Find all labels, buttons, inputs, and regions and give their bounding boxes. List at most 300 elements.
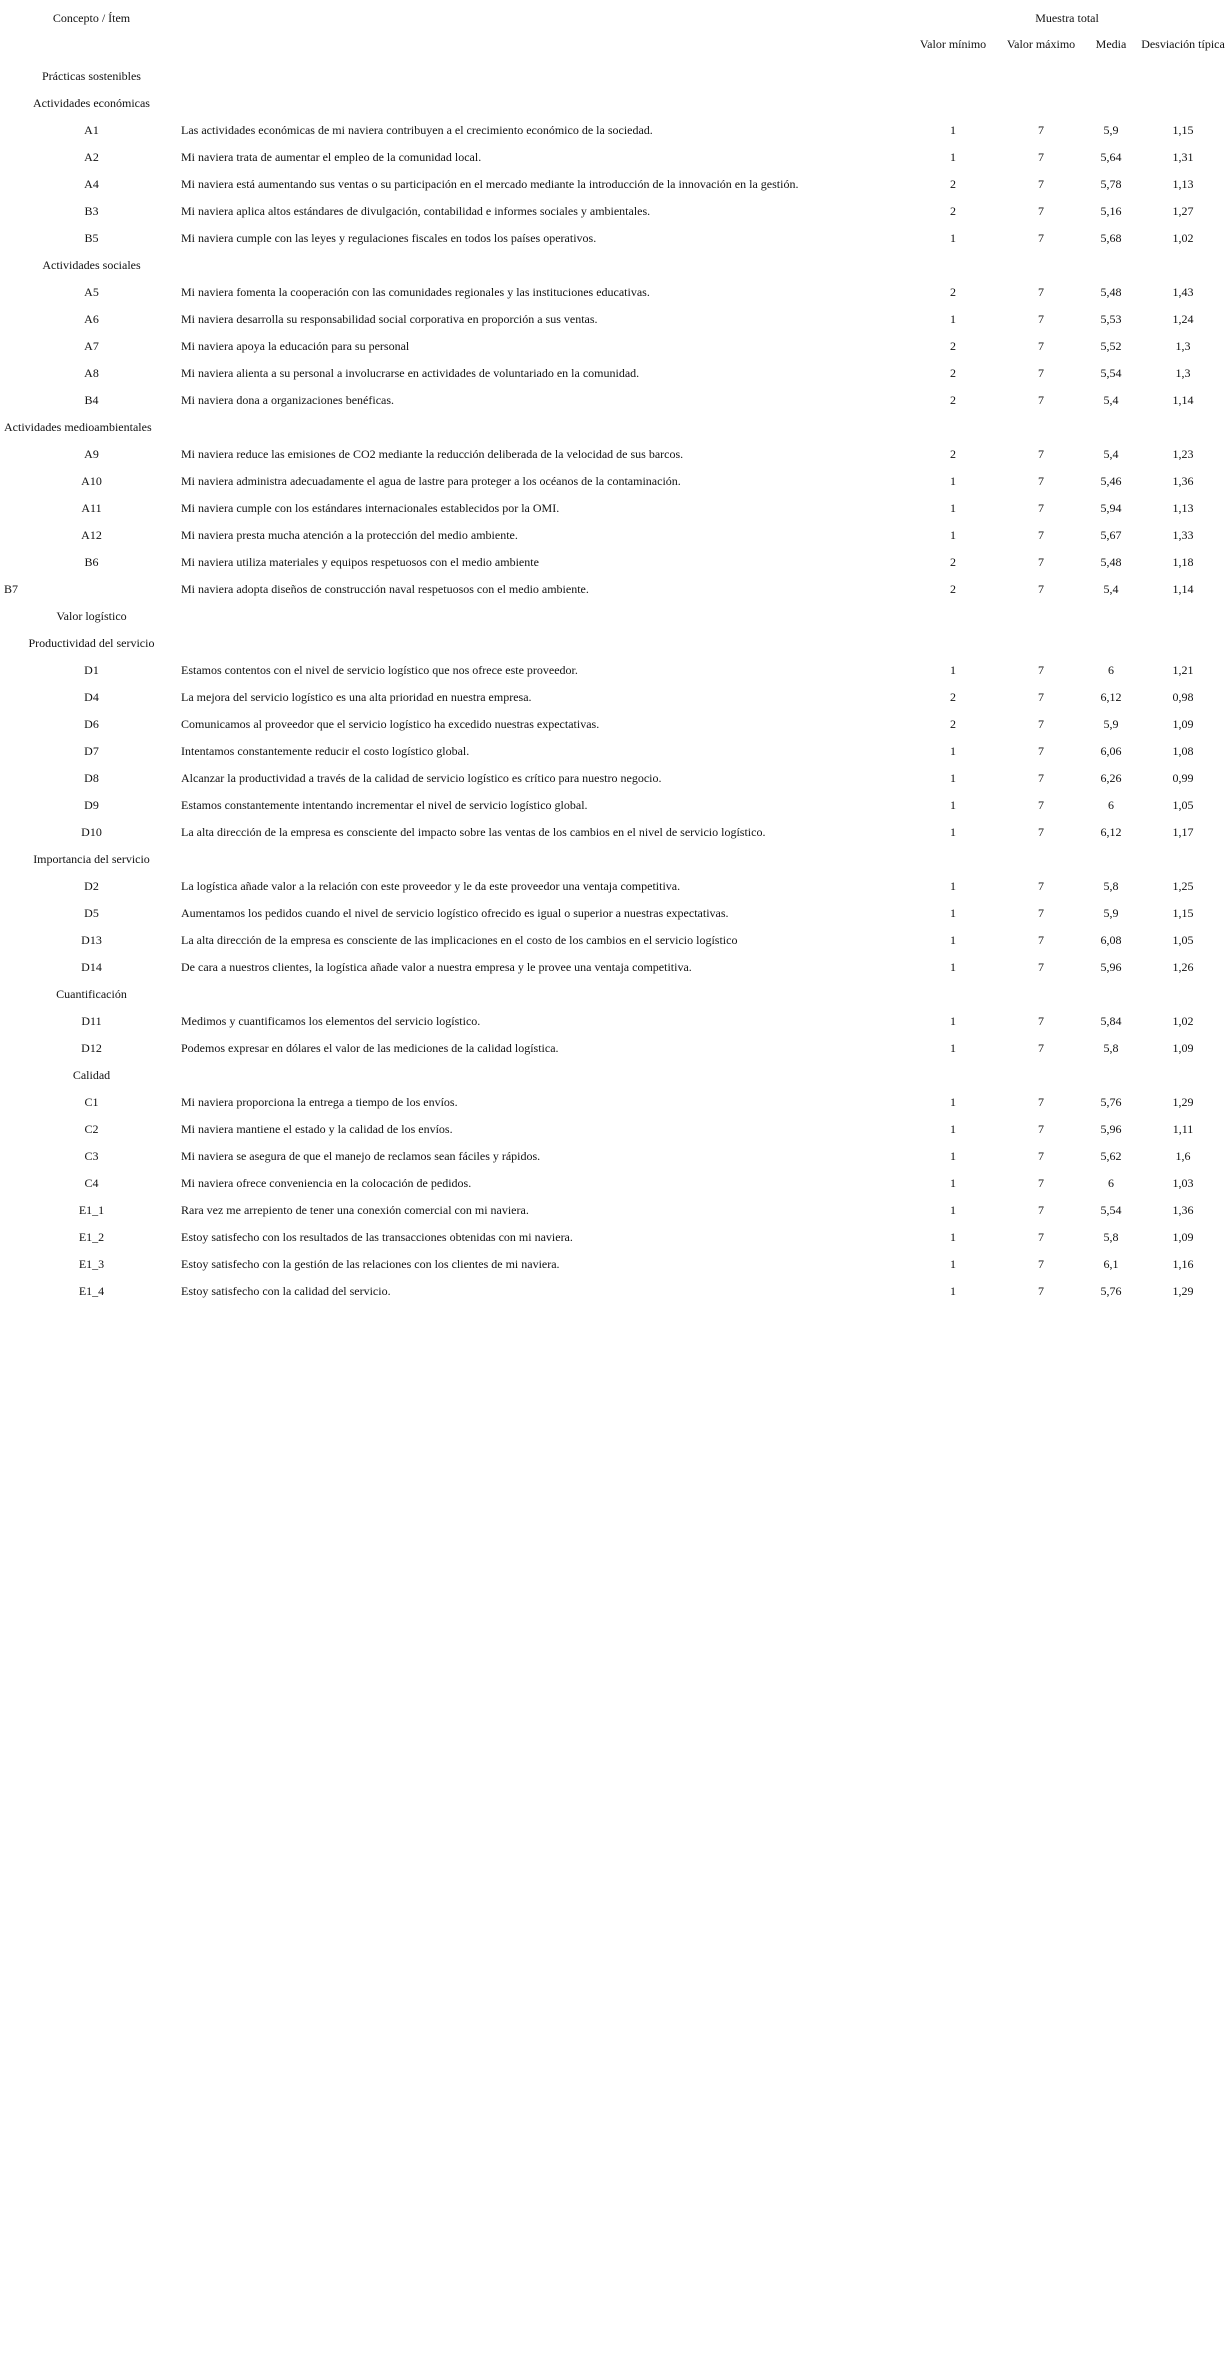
empty-cell xyxy=(1139,414,1227,441)
item-std-dev: 1,08 xyxy=(1172,744,1194,758)
item-min-value: 2 xyxy=(950,339,956,353)
item-mean: 5,94 xyxy=(1100,501,1122,515)
item-max-value: 7 xyxy=(1038,933,1044,947)
item-mean: 5,52 xyxy=(1100,339,1122,353)
item-std-dev: 1,09 xyxy=(1172,1230,1194,1244)
item-code: D13 xyxy=(81,933,102,947)
item-min-value: 1 xyxy=(950,1149,956,1163)
item-code: D7 xyxy=(84,744,99,758)
item-mean: 5,76 xyxy=(1100,1095,1122,1109)
item-mean: 6 xyxy=(1108,663,1114,677)
table-row xyxy=(4,117,1227,144)
item-mean: 6 xyxy=(1108,798,1114,812)
item-max-value: 7 xyxy=(1038,1149,1044,1163)
item-std-dev: 1,14 xyxy=(1172,393,1194,407)
item-code: D1 xyxy=(84,663,99,677)
item-max-value: 7 xyxy=(1038,555,1044,569)
table-row xyxy=(4,225,1227,252)
header-min: Valor mínimo xyxy=(919,37,987,51)
empty-cell xyxy=(179,630,907,657)
item-min-value: 1 xyxy=(950,150,956,164)
item-std-dev: 1,13 xyxy=(1172,177,1194,191)
item-mean: 5,54 xyxy=(1100,1203,1122,1217)
empty-cell xyxy=(1083,414,1139,441)
item-std-dev: 1,36 xyxy=(1172,474,1194,488)
item-code: D2 xyxy=(84,879,99,893)
empty-cell xyxy=(907,846,999,873)
item-std-dev: 1,29 xyxy=(1172,1095,1194,1109)
table-row xyxy=(4,1143,1227,1170)
item-description: Estamos contentos con el nivel de servicio logístico que nos ofrece este proveedor. xyxy=(181,663,578,677)
item-max-value: 7 xyxy=(1038,123,1044,137)
item-max-value: 7 xyxy=(1038,906,1044,920)
item-description: Mi naviera ofrece conveniencia en la colocación de pedidos. xyxy=(181,1176,472,1190)
item-min-value: 1 xyxy=(950,1095,956,1109)
item-std-dev: 1,18 xyxy=(1172,555,1194,569)
item-max-value: 7 xyxy=(1038,744,1044,758)
item-description: Mi naviera cumple con las leyes y regulaciones fiscales en todos los países operativos. xyxy=(181,231,597,245)
empty-cell xyxy=(999,90,1083,117)
item-std-dev: 1,05 xyxy=(1172,933,1194,947)
empty-cell xyxy=(999,981,1083,1008)
item-code: A9 xyxy=(84,447,99,461)
item-max-value: 7 xyxy=(1038,204,1044,218)
empty-cell xyxy=(1139,981,1227,1008)
item-min-value: 1 xyxy=(950,798,956,812)
item-code: B6 xyxy=(84,555,99,569)
header-spacer-cell xyxy=(4,55,1227,63)
item-std-dev: 0,99 xyxy=(1172,771,1194,785)
item-description: Mi naviera proporciona la entrega a tiempo de los envíos. xyxy=(181,1095,458,1109)
item-mean: 5,4 xyxy=(1103,393,1119,407)
item-code: A11 xyxy=(81,501,102,515)
item-code: E1_2 xyxy=(78,1230,105,1244)
item-std-dev: 1,17 xyxy=(1172,825,1194,839)
section-row xyxy=(4,252,1227,279)
item-mean: 5,76 xyxy=(1100,1284,1122,1298)
item-mean: 6,1 xyxy=(1103,1257,1119,1271)
table-row xyxy=(4,954,1227,981)
header-blank xyxy=(4,37,179,55)
empty-cell xyxy=(907,414,999,441)
item-description: La alta dirección de la empresa es consciente de las implicaciones en el costo de los cambios en el servicio logístico xyxy=(181,933,738,947)
item-mean: 6,26 xyxy=(1100,771,1122,785)
item-max-value: 7 xyxy=(1038,1284,1044,1298)
item-mean: 5,64 xyxy=(1100,150,1122,164)
item-mean: 5,8 xyxy=(1103,1041,1119,1055)
item-mean: 6,08 xyxy=(1100,933,1122,947)
item-code: A6 xyxy=(84,312,99,326)
item-description: Estoy satisfecho con la calidad del servicio. xyxy=(181,1284,391,1298)
item-description: Mi naviera administra adecuadamente el agua de lastre para proteger a los océanos de la contaminación. xyxy=(181,474,681,488)
item-std-dev: 1,21 xyxy=(1172,663,1194,677)
table-row xyxy=(4,144,1227,171)
item-description: Mi naviera trata de aumentar el empleo de la comunidad local. xyxy=(181,150,482,164)
header-mean: Media xyxy=(1095,37,1127,51)
item-description: Mi naviera se asegura de que el manejo de reclamos sean fáciles y rápidos. xyxy=(181,1149,541,1163)
table-row xyxy=(4,1170,1227,1197)
section-label: Calidad xyxy=(72,1068,111,1082)
item-description: La logística añade valor a la relación con este proveedor y le da este proveedor una ventaja competitiva. xyxy=(181,879,681,893)
item-description: Podemos expresar en dólares el valor de las mediciones de la calidad logística. xyxy=(181,1041,559,1055)
item-min-value: 1 xyxy=(950,1257,956,1271)
item-std-dev: 1,24 xyxy=(1172,312,1194,326)
item-description: La mejora del servicio logístico es una alta prioridad en nuestra empresa. xyxy=(181,690,532,704)
item-code: B3 xyxy=(84,204,99,218)
table-row xyxy=(4,819,1227,846)
item-std-dev: 1,11 xyxy=(1172,1122,1194,1136)
item-description: Alcanzar la productividad a través de la calidad de servicio logístico es crítico para nuestro negocio. xyxy=(181,771,662,785)
item-std-dev: 1,25 xyxy=(1172,879,1194,893)
item-mean: 5,96 xyxy=(1100,960,1122,974)
item-mean: 5,48 xyxy=(1100,555,1122,569)
table-row xyxy=(4,171,1227,198)
section-row xyxy=(4,1062,1227,1089)
section-row xyxy=(4,630,1227,657)
item-description: Estamos constantemente intentando incrementar el nivel de servicio logístico global. xyxy=(181,798,588,812)
item-code: A4 xyxy=(84,177,99,191)
item-min-value: 2 xyxy=(950,717,956,731)
item-code: D12 xyxy=(81,1041,102,1055)
item-max-value: 7 xyxy=(1038,690,1044,704)
section-row xyxy=(4,846,1227,873)
empty-cell xyxy=(179,603,907,630)
empty-cell xyxy=(1139,63,1227,90)
header-row-top xyxy=(4,0,1227,37)
item-max-value: 7 xyxy=(1038,528,1044,542)
item-code: C1 xyxy=(84,1095,99,1109)
table-row xyxy=(4,1278,1227,1305)
item-min-value: 1 xyxy=(950,312,956,326)
item-max-value: 7 xyxy=(1038,231,1044,245)
item-std-dev: 1,13 xyxy=(1172,501,1194,515)
item-code: D6 xyxy=(84,717,99,731)
item-mean: 5,84 xyxy=(1100,1014,1122,1028)
item-std-dev: 1,05 xyxy=(1172,798,1194,812)
item-code: E1_4 xyxy=(78,1284,105,1298)
item-code: D4 xyxy=(84,690,99,704)
item-min-value: 1 xyxy=(950,663,956,677)
empty-cell xyxy=(1139,630,1227,657)
empty-cell xyxy=(1083,252,1139,279)
section-label: Cuantificación xyxy=(56,987,127,1001)
header-sample: Muestra total xyxy=(1035,11,1099,25)
item-min-value: 1 xyxy=(950,1284,956,1298)
item-max-value: 7 xyxy=(1038,285,1044,299)
item-min-value: 2 xyxy=(950,582,956,596)
item-description: Las actividades económicas de mi naviera contribuyen a el crecimiento económico de la sociedad. xyxy=(181,123,653,137)
item-mean: 5,9 xyxy=(1103,123,1119,137)
item-min-value: 1 xyxy=(950,825,956,839)
table-row xyxy=(4,360,1227,387)
table-row xyxy=(4,711,1227,738)
item-std-dev: 1,31 xyxy=(1172,150,1194,164)
item-description: Aumentamos los pedidos cuando el nivel de servicio logístico ofrecido es igual o superior a nuestras expectativas. xyxy=(181,906,729,920)
item-std-dev: 1,02 xyxy=(1172,231,1194,245)
item-description: Mi naviera cumple con los estándares internacionales establecidos por la OMI. xyxy=(181,501,560,515)
empty-cell xyxy=(179,981,907,1008)
item-mean: 5,54 xyxy=(1100,366,1122,380)
empty-cell xyxy=(179,846,907,873)
table-row xyxy=(4,684,1227,711)
section-row xyxy=(4,981,1227,1008)
item-std-dev: 1,43 xyxy=(1172,285,1194,299)
table-row xyxy=(4,279,1227,306)
item-code: A2 xyxy=(84,150,99,164)
item-max-value: 7 xyxy=(1038,1257,1044,1271)
item-code: D9 xyxy=(84,798,99,812)
table-row xyxy=(4,1035,1227,1062)
item-description: Mi naviera presta mucha atención a la protección del medio ambiente. xyxy=(181,528,518,542)
item-code: B5 xyxy=(84,231,99,245)
item-description: Mi naviera mantiene el estado y la calidad de los envíos. xyxy=(181,1122,453,1136)
item-max-value: 7 xyxy=(1038,501,1044,515)
table-row xyxy=(4,1197,1227,1224)
table-row xyxy=(4,495,1227,522)
item-mean: 5,68 xyxy=(1100,231,1122,245)
item-description: Comunicamos al proveedor que el servicio logístico ha excedido nuestras expectativas. xyxy=(181,717,600,731)
item-std-dev: 1,09 xyxy=(1172,1041,1194,1055)
item-description: Estoy satisfecho con la gestión de las relaciones con los clientes de mi naviera. xyxy=(181,1257,560,1271)
empty-cell xyxy=(1083,1062,1139,1089)
section-label: Valor logístico xyxy=(56,609,127,623)
item-code: A10 xyxy=(81,474,102,488)
item-max-value: 7 xyxy=(1038,474,1044,488)
item-min-value: 1 xyxy=(950,1203,956,1217)
empty-cell xyxy=(999,630,1083,657)
item-std-dev: 1,15 xyxy=(1172,123,1194,137)
table-row xyxy=(4,738,1227,765)
table-row xyxy=(4,792,1227,819)
item-max-value: 7 xyxy=(1038,177,1044,191)
item-mean: 5,8 xyxy=(1103,879,1119,893)
item-code: A1 xyxy=(84,123,99,137)
item-code: E1_3 xyxy=(78,1257,105,1271)
item-code: C3 xyxy=(84,1149,99,1163)
empty-cell xyxy=(1083,63,1139,90)
item-std-dev: 1,36 xyxy=(1172,1203,1194,1217)
section-row xyxy=(4,603,1227,630)
item-mean: 6,12 xyxy=(1100,690,1122,704)
empty-cell xyxy=(179,1062,907,1089)
item-mean: 6,06 xyxy=(1100,744,1122,758)
item-mean: 6 xyxy=(1108,1176,1114,1190)
item-std-dev: 1,33 xyxy=(1172,528,1194,542)
item-mean: 5,9 xyxy=(1103,717,1119,731)
item-description: Intentamos constantemente reducir el costo logístico global. xyxy=(181,744,470,758)
item-min-value: 1 xyxy=(950,906,956,920)
item-description: Mi naviera dona a organizaciones benéficas. xyxy=(181,393,395,407)
empty-cell xyxy=(179,63,907,90)
item-description: Mi naviera desarrolla su responsabilidad social corporativa en proporción a sus ventas. xyxy=(181,312,598,326)
item-description: Mi naviera apoya la educación para su personal xyxy=(181,339,410,353)
item-min-value: 2 xyxy=(950,555,956,569)
item-mean: 5,16 xyxy=(1100,204,1122,218)
empty-cell xyxy=(1083,90,1139,117)
item-std-dev: 1,3 xyxy=(1175,339,1191,353)
item-code: B7 xyxy=(4,582,19,596)
table-row xyxy=(4,387,1227,414)
item-max-value: 7 xyxy=(1038,366,1044,380)
section-label: Actividades sociales xyxy=(42,258,141,272)
item-min-value: 1 xyxy=(950,1041,956,1055)
item-max-value: 7 xyxy=(1038,798,1044,812)
item-max-value: 7 xyxy=(1038,312,1044,326)
item-min-value: 1 xyxy=(950,123,956,137)
item-description: Mi naviera está aumentando sus ventas o su participación en el mercado mediante la introducción de la innovación en la gestión. xyxy=(181,177,799,191)
item-code: A12 xyxy=(81,528,102,542)
item-code: A7 xyxy=(84,339,99,353)
empty-cell xyxy=(999,414,1083,441)
item-description: Mi naviera utiliza materiales y equipos respetuosos con el medio ambiente xyxy=(181,555,539,569)
item-description: De cara a nuestros clientes, la logística añade valor a nuestra empresa y le provee una ventaja competitiva. xyxy=(181,960,692,974)
item-max-value: 7 xyxy=(1038,717,1044,731)
empty-cell xyxy=(999,252,1083,279)
table-row xyxy=(4,522,1227,549)
item-std-dev: 1,14 xyxy=(1172,582,1194,596)
item-max-value: 7 xyxy=(1038,393,1044,407)
item-max-value: 7 xyxy=(1038,339,1044,353)
item-description: La alta dirección de la empresa es consciente del impacto sobre las ventas de los cambios en el nivel de servicio logístico. xyxy=(181,825,766,839)
item-code: D11 xyxy=(81,1014,102,1028)
section-label: Actividades medioambientales xyxy=(4,420,152,434)
item-min-value: 2 xyxy=(950,204,956,218)
table-body xyxy=(4,63,1227,1305)
item-min-value: 1 xyxy=(950,1176,956,1190)
item-code: D5 xyxy=(84,906,99,920)
item-mean: 5,4 xyxy=(1103,582,1119,596)
item-description: Medimos y cuantificamos los elementos del servicio logístico. xyxy=(181,1014,481,1028)
empty-cell xyxy=(1139,846,1227,873)
empty-cell xyxy=(999,846,1083,873)
table-row xyxy=(4,873,1227,900)
item-description: Mi naviera alienta a su personal a involucrarse en actividades de voluntariado en la comunidad. xyxy=(181,366,640,380)
item-min-value: 2 xyxy=(950,690,956,704)
item-min-value: 1 xyxy=(950,771,956,785)
empty-cell xyxy=(1139,90,1227,117)
item-code: C2 xyxy=(84,1122,99,1136)
item-min-value: 2 xyxy=(950,447,956,461)
empty-cell xyxy=(1083,603,1139,630)
empty-cell xyxy=(907,252,999,279)
empty-cell xyxy=(907,981,999,1008)
item-mean: 5,4 xyxy=(1103,447,1119,461)
table-row xyxy=(4,1008,1227,1035)
item-max-value: 7 xyxy=(1038,1041,1044,1055)
header-blank xyxy=(179,37,907,55)
table-row xyxy=(4,657,1227,684)
item-mean: 5,96 xyxy=(1100,1122,1122,1136)
item-max-value: 7 xyxy=(1038,1014,1044,1028)
item-code: C4 xyxy=(84,1176,99,1190)
header-row-columns xyxy=(4,37,1227,55)
item-mean: 5,67 xyxy=(1100,528,1122,542)
item-max-value: 7 xyxy=(1038,1095,1044,1109)
empty-cell xyxy=(179,252,907,279)
table-row xyxy=(4,927,1227,954)
empty-cell xyxy=(907,63,999,90)
item-description: Estoy satisfecho con los resultados de las transacciones obtenidas con mi naviera. xyxy=(181,1230,573,1244)
empty-cell xyxy=(1083,846,1139,873)
item-min-value: 1 xyxy=(950,960,956,974)
item-code: D10 xyxy=(81,825,102,839)
item-min-value: 1 xyxy=(950,231,956,245)
item-min-value: 1 xyxy=(950,1230,956,1244)
item-max-value: 7 xyxy=(1038,771,1044,785)
table-row xyxy=(4,198,1227,225)
empty-cell xyxy=(907,603,999,630)
table-row xyxy=(4,468,1227,495)
empty-cell xyxy=(907,630,999,657)
item-max-value: 7 xyxy=(1038,1176,1044,1190)
item-mean: 5,78 xyxy=(1100,177,1122,191)
item-max-value: 7 xyxy=(1038,1203,1044,1217)
table-row xyxy=(4,900,1227,927)
empty-cell xyxy=(179,414,907,441)
item-max-value: 7 xyxy=(1038,960,1044,974)
item-description: Mi naviera reduce las emisiones de CO2 mediante la reducción deliberada de la velocidad de sus barcos. xyxy=(181,447,684,461)
table-row xyxy=(4,1251,1227,1278)
item-std-dev: 1,15 xyxy=(1172,906,1194,920)
section-row xyxy=(4,90,1227,117)
item-mean: 5,62 xyxy=(1100,1149,1122,1163)
item-min-value: 1 xyxy=(950,501,956,515)
item-std-dev: 1,29 xyxy=(1172,1284,1194,1298)
item-code: A5 xyxy=(84,285,99,299)
table-row xyxy=(4,576,1227,603)
section-label: Importancia del servicio xyxy=(33,852,150,866)
item-mean: 6,12 xyxy=(1100,825,1122,839)
header-max: Valor máximo xyxy=(1006,37,1076,51)
item-min-value: 2 xyxy=(950,285,956,299)
empty-cell xyxy=(999,603,1083,630)
item-mean: 5,53 xyxy=(1100,312,1122,326)
section-row xyxy=(4,63,1227,90)
item-min-value: 1 xyxy=(950,1122,956,1136)
item-min-value: 2 xyxy=(950,177,956,191)
item-max-value: 7 xyxy=(1038,150,1044,164)
item-mean: 5,46 xyxy=(1100,474,1122,488)
section-row xyxy=(4,414,1227,441)
item-max-value: 7 xyxy=(1038,1230,1044,1244)
item-mean: 5,8 xyxy=(1103,1230,1119,1244)
table-row xyxy=(4,1224,1227,1251)
item-description: Rara vez me arrepiento de tener una conexión comercial con mi naviera. xyxy=(181,1203,529,1217)
empty-cell xyxy=(1139,252,1227,279)
section-label: Actividades económicas xyxy=(33,96,150,110)
descriptive-statistics-table xyxy=(4,0,1227,1305)
item-std-dev: 1,23 xyxy=(1172,447,1194,461)
item-code: A8 xyxy=(84,366,99,380)
item-max-value: 7 xyxy=(1038,582,1044,596)
item-std-dev: 1,26 xyxy=(1172,960,1194,974)
item-max-value: 7 xyxy=(1038,825,1044,839)
item-std-dev: 1,27 xyxy=(1172,204,1194,218)
table-row xyxy=(4,1089,1227,1116)
item-code: E1_1 xyxy=(78,1203,105,1217)
empty-cell xyxy=(1083,630,1139,657)
item-description: Mi naviera aplica altos estándares de divulgación, contabilidad e informes sociales y ambientales. xyxy=(181,204,651,218)
item-min-value: 1 xyxy=(950,528,956,542)
item-mean: 5,48 xyxy=(1100,285,1122,299)
header-blank xyxy=(179,0,907,37)
empty-cell xyxy=(999,1062,1083,1089)
header-concept: Concepto / Ítem xyxy=(52,11,131,25)
item-min-value: 2 xyxy=(950,366,956,380)
item-std-dev: 1,09 xyxy=(1172,717,1194,731)
item-min-value: 1 xyxy=(950,933,956,947)
item-code: B4 xyxy=(84,393,99,407)
